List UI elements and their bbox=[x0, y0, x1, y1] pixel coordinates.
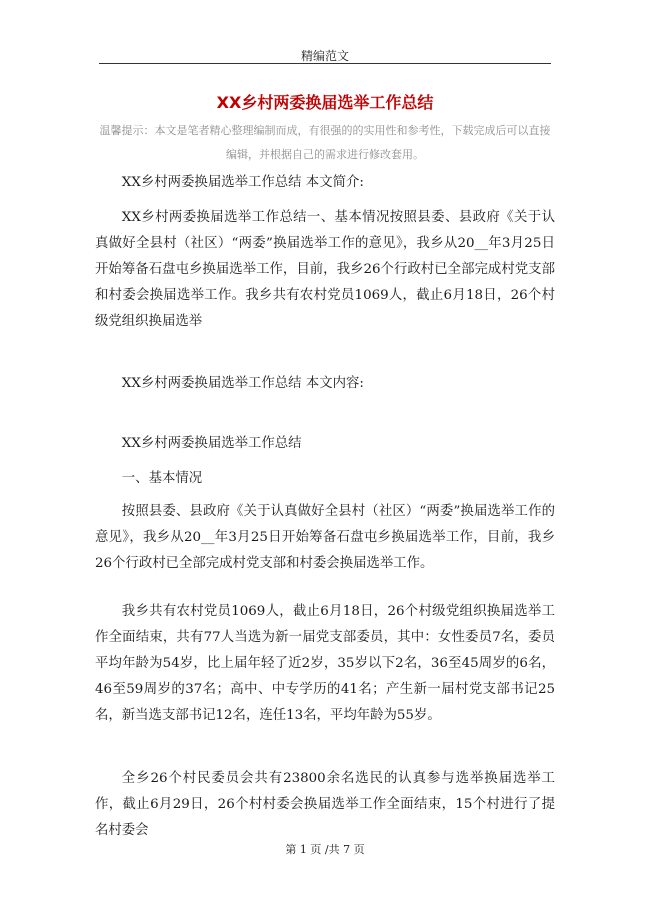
summary-paragraph: XX乡村两委换届选举工作总结一、基本情况按照县委、县政府《关于认真做好全县村（社区）“两委”换届选举工作的意见》，我乡从20__年3月25日开始筹备石盘屯乡换届选举工作，目前，我乡26个行政村已全部完成村党支部和村委会换届选举工作。我乡共有农村党员1069人，截止6月18日，26个村级党组织换届选举 bbox=[95, 210, 555, 329]
summary-body bbox=[95, 205, 555, 335]
page-footer: 第 1 页 /共 7 页 bbox=[285, 843, 365, 856]
content-paragraph-1: 按照县委、县政府《关于认真做好全县村（社区）“两委”换届选举工作的意见》，我乡从20__年3月25日开始筹备石盘屯乡换届选举工作，目前，我乡26个行政村已全部完成村党支部和村委会换届选举工作。 bbox=[95, 504, 555, 571]
content-paragraph-block-2 bbox=[95, 599, 555, 729]
document-title: XX乡村两委换届选举工作总结 bbox=[216, 93, 434, 112]
summary-section bbox=[95, 170, 555, 196]
content-heading-section bbox=[95, 371, 555, 397]
summary-intro-heading: XX乡村两委换届选举工作总结 本文简介: bbox=[121, 175, 364, 190]
page-header-label: 精编范文 bbox=[300, 49, 349, 63]
content-paragraph-block-1 bbox=[95, 499, 555, 577]
notice-line-1: 温馨提示：本文是笔者精心整理编制而成，有很强的的实用性和参考性，下载完成后可以直接 bbox=[99, 124, 551, 137]
section-heading-block bbox=[95, 466, 555, 492]
content-paragraph-block-3 bbox=[95, 766, 555, 844]
content-title-section bbox=[95, 431, 555, 457]
content-paragraph-3: 全乡26个村民委员会共有23800余名选民的认真参与选举换届选举工作，截止6月29日，26个村村委会换届选举工作全面结束，15个村进行了提名村委会 bbox=[95, 771, 555, 838]
section-heading-basic: 一、基本情况 bbox=[121, 471, 203, 486]
content-paragraph-2: 我乡共有农村党员1069人，截止6月18日，26个村级党组织换届选举工作全面结束，共有77人当选为新一届党支部委员，其中：女性委员7名，委员平均年龄为54岁，比上届年轻了近2岁，35岁以下2名，36至45周岁的6名，46至59周岁的37名；高中、中专学历的41名；产生新一届村党支部书记25名，新当选支部书记12名，连任13名，平均年龄为55岁。 bbox=[95, 604, 555, 723]
download-notice bbox=[95, 119, 555, 167]
header-divider bbox=[99, 63, 551, 64]
content-intro-heading: XX乡村两委换届选举工作总结 本文内容: bbox=[121, 376, 364, 391]
notice-line-2: 编辑，并根据自己的需求进行修改套用。 bbox=[226, 148, 424, 161]
content-title: XX乡村两委换届选举工作总结 bbox=[121, 436, 302, 451]
